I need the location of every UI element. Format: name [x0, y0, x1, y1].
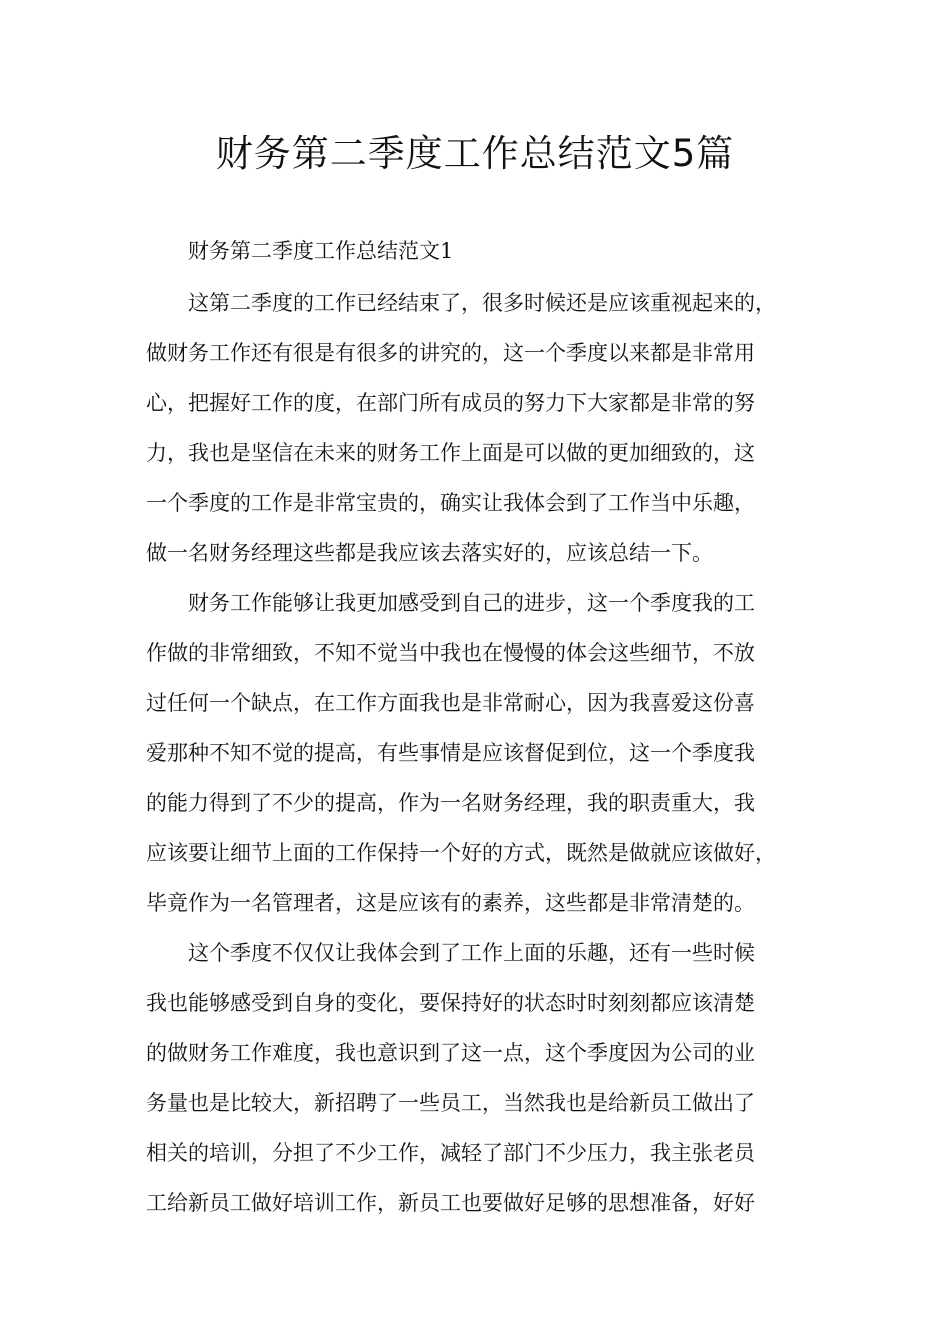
paragraph-line: 一个季度的工作是非常宝贵的，确实让我体会到了工作当中乐趣， — [146, 491, 755, 515]
paragraph-line: 毕竟作为一名管理者，这是应该有的素养，这些都是非常清楚的。 — [146, 891, 755, 915]
paragraph-line: 我也能够感受到自身的变化，要保持好的状态时时刻刻都应该清楚 — [146, 991, 755, 1015]
paragraph-3 — [146, 928, 826, 1228]
paragraph-line: 的能力得到了不少的提高，作为一名财务经理，我的职责重大，我 — [146, 791, 755, 815]
paragraph-line: 工给新员工做好培训工作，新员工也要做好足够的思想准备，好好 — [146, 1191, 755, 1215]
paragraph-line: 力，我也是坚信在未来的财务工作上面是可以做的更加细致的，这 — [146, 441, 755, 465]
document-title: 财务第二季度工作总结范文5篇 — [215, 132, 735, 175]
paragraph-line: 应该要让细节上面的工作保持一个好的方式，既然是做就应该做好， — [146, 841, 776, 865]
paragraph-line: 过任何一个缺点，在工作方面我也是非常耐心，因为我喜爱这份喜 — [146, 691, 755, 715]
paragraph-1 — [146, 278, 826, 578]
paragraph-line: 财务工作能够让我更加感受到自己的进步，这一个季度我的工 — [188, 591, 755, 615]
paragraph-line: 作做的非常细致，不知不觉当中我也在慢慢的体会这些细节，不放 — [146, 641, 755, 665]
paragraph-line: 务量也是比较大，新招聘了一些员工，当然我也是给新员工做出了 — [146, 1091, 755, 1115]
paragraph-line: 做财务工作还有很是有很多的讲究的，这一个季度以来都是非常用 — [146, 341, 755, 365]
paragraph-line: 心，把握好工作的度，在部门所有成员的努力下大家都是非常的努 — [146, 391, 755, 415]
paragraph-line: 这第二季度的工作已经结束了，很多时候还是应该重视起来的， — [188, 291, 776, 315]
paragraph-line: 爱那种不知不觉的提高，有些事情是应该督促到位，这一个季度我 — [146, 741, 755, 765]
paragraph-line: 做一名财务经理这些都是我应该去落实好的，应该总结一下。 — [146, 541, 713, 565]
paragraph-line: 相关的培训，分担了不少工作，减轻了部门不少压力，我主张老员 — [146, 1141, 755, 1165]
section-heading: 财务第二季度工作总结范文1 — [188, 239, 454, 263]
paragraph-line: 这个季度不仅仅让我体会到了工作上面的乐趣，还有一些时候 — [188, 941, 755, 965]
paragraph-line: 的做财务工作难度，我也意识到了这一点，这个季度因为公司的业 — [146, 1041, 755, 1065]
paragraph-2 — [146, 578, 826, 928]
